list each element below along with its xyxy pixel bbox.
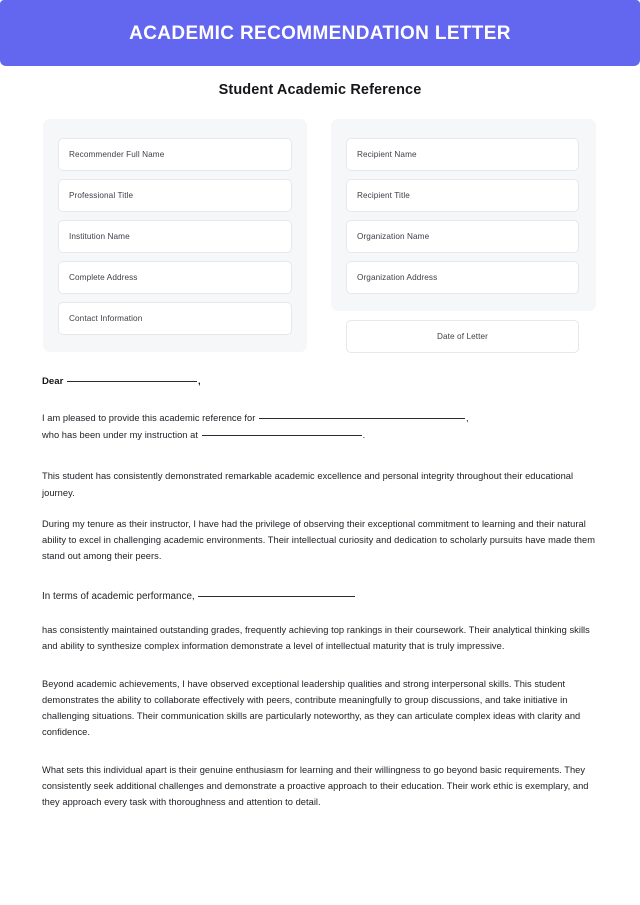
field-label: Organization Address [357, 272, 438, 282]
field-label: Contact Information [69, 313, 143, 323]
letter-body [42, 375, 608, 825]
intro-line2-suffix: . [362, 429, 366, 440]
field-label: Recipient Title [357, 190, 410, 200]
organization-name-field[interactable] [346, 220, 579, 253]
field-label: Institution Name [69, 231, 130, 241]
intro-line1-text: I am pleased to provide this academic reference for [42, 413, 256, 424]
paragraph-leadership: Beyond academic achievements, I have observed exceptional leadership qualities and strong interpersonal skills. This student demonstrates the ability to collaborate effectively with peers, contribute meaningfully to group discussions, and take initiative in challenging situations. Their communication skills are particularly noteworthy, as they can articulate complex ideas with clarity and confidence. [42, 678, 581, 737]
intro-line1-suffix: , [466, 413, 469, 424]
institution-name-field[interactable] [58, 220, 292, 253]
field-label: Date of Letter [436, 331, 488, 341]
page-title: ACADEMIC RECOMMENDATION LETTER [129, 22, 511, 44]
performance-line-text: In terms of academic performance, [42, 590, 195, 602]
salutation-line [42, 375, 608, 389]
organization-address-field[interactable] [346, 261, 579, 294]
date-of-letter-field[interactable] [346, 320, 579, 353]
student-name-blank[interactable] [259, 418, 465, 419]
professional-title-field[interactable] [58, 179, 292, 212]
recipient-title-field[interactable] [346, 179, 579, 212]
intro-paragraph [42, 410, 608, 443]
paragraph-excellence: This student has consistently demonstrated remarkable academic excellence and personal integrity throughout their educational journey. [42, 471, 574, 498]
field-label: Complete Address [69, 272, 138, 282]
salutation-suffix: , [198, 376, 201, 387]
performance-blank[interactable] [198, 596, 355, 597]
complete-address-field[interactable] [58, 261, 292, 294]
document-subtitle: Student Academic Reference [218, 82, 422, 98]
paragraph-grades: has consistently maintained outstanding grades, frequently achieving top rankings in their coursework. Their analytical thinking skills and ability to synthesize complex information demonstrate a level of intellectual maturity that is truly impressive. [42, 624, 590, 651]
institution-blank[interactable] [202, 435, 362, 436]
intro-line2-text: who has been under my instruction at [42, 429, 198, 440]
recommender-full-name-field[interactable] [58, 138, 292, 171]
salutation-blank[interactable] [67, 381, 197, 382]
paragraph-tenure: During my tenure as their instructor, I have had the privilege of observing their exceptional commitment to learning and their natural ability to excel in challenging academic environments. Their intellectual curiosity and dedication to scholarly pursuits have made them stand out among their peers. [42, 518, 595, 561]
field-label: Recommender Full Name [69, 149, 165, 159]
contact-information-field[interactable] [58, 302, 292, 335]
salutation-prefix: Dear [42, 376, 64, 387]
performance-line [42, 589, 608, 605]
field-label: Professional Title [69, 190, 134, 200]
header-banner [0, 0, 640, 66]
field-label: Recipient Name [357, 149, 417, 159]
field-label: Organization Name [357, 231, 430, 241]
recipient-name-field[interactable] [346, 138, 579, 171]
paragraph-enthusiasm: What sets this individual apart is their genuine enthusiasm for learning and their willingness to go beyond basic requirements. They consistently seek additional challenges and demonstrate a proactive approach to their education. Their work ethic is exemplary, and they approach every task with thoroughness and attention to detail. [42, 765, 589, 808]
